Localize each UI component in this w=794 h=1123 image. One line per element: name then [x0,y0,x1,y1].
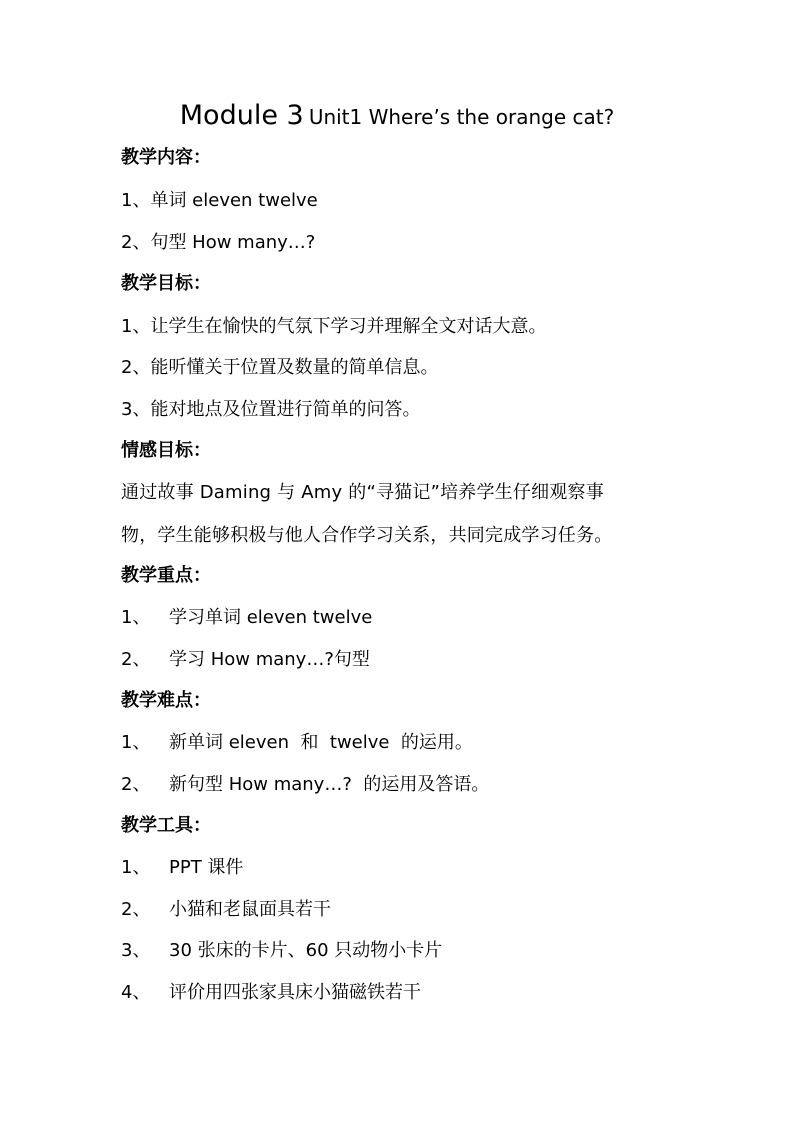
difficulty-item-2-num: 2、 [121,774,151,795]
tool-item-1-num: 1、 [121,857,151,878]
heading-teaching-goals: 教学目标： [121,273,211,294]
content-item-1-num: 1、 [121,190,151,211]
heading-teaching-tools: 教学工具： [121,815,211,836]
tool-item-3 [121,939,442,963]
key-point-item-1-num: 1、 [121,607,151,628]
tool-item-3-num: 3、 [121,940,151,961]
goal-item-3-text: 能对地点及位置进行简单的问答。 [150,399,421,420]
content-item-2-num: 2、 [121,232,151,253]
content-item-1-text: 单词 eleven twelve [150,190,318,211]
goal-item-3-num: 3、 [121,399,151,420]
heading-difficulties: 教学难点： [121,690,211,711]
content-item-2-text: 句型 How many…? [150,232,316,253]
difficulty-item-1-text: 新单词 eleven 和 twelve 的运用。 [169,732,473,753]
difficulty-item-1-num: 1、 [121,732,151,753]
heading-teaching-content: 教学内容： [121,147,211,168]
key-point-item-2 [121,648,370,672]
tool-item-2-text: 小猫和老鼠面具若干 [169,899,331,920]
goal-item-1 [121,315,546,339]
key-point-item-1-text: 学习单词 eleven twelve [169,607,373,628]
difficulty-item-2 [121,773,489,797]
goal-item-1-num: 1、 [121,316,151,337]
title-sub: Unit1 Where’s the orange cat? [308,105,615,129]
tool-item-1-text: PPT 课件 [169,857,244,878]
emotion-paragraph-line-2: 物，学生能够积极与他人合作学习关系，共同完成学习任务。 [121,525,613,546]
tool-item-3-text: 30 张床的卡片、60 只动物小卡片 [169,940,443,961]
tool-item-4-num: 4、 [121,982,151,1003]
goal-item-1-text: 让学生在愉快的气氛下学习并理解全文对话大意。 [150,316,547,337]
key-point-item-2-text: 学习 How many…?句型 [169,649,370,670]
tool-item-2 [121,898,331,922]
tool-item-4-text: 评价用四张家具床小猫磁铁若干 [169,982,421,1003]
key-point-item-1 [121,606,372,630]
content-item-1 [121,189,318,213]
difficulty-item-2-text: 新句型 How many…? 的运用及答语。 [169,774,490,795]
heading-key-points: 教学重点： [121,565,211,586]
difficulty-item-1 [121,731,473,755]
tool-item-2-num: 2、 [121,899,151,920]
heading-emotion-goals: 情感目标： [121,440,211,461]
goal-item-2-text: 能听懂关于位置及数量的简单信息。 [150,357,439,378]
tool-item-4 [121,981,421,1005]
document-title [0,100,794,131]
goal-item-3 [121,398,420,422]
emotion-paragraph-line-1: 通过故事 Daming 与 Amy 的“寻猫记”培养学生仔细观察事 [121,482,604,503]
title-main: Module 3 [179,100,304,131]
content-item-2 [121,231,315,255]
tool-item-1 [121,856,243,880]
goal-item-2 [121,356,438,380]
key-point-item-2-num: 2、 [121,649,151,670]
goal-item-2-num: 2、 [121,357,151,378]
